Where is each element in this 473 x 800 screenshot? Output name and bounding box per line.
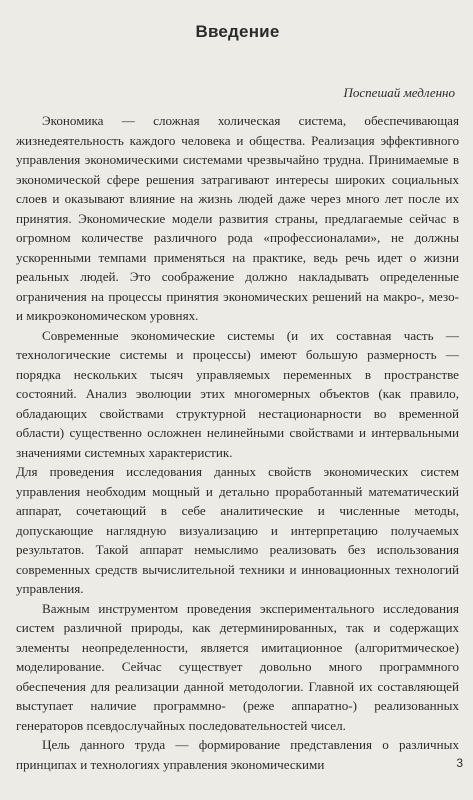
paragraph-3: Для проведения исследования данных свойств экономических систем управления необходим мощный и детально проработанный математический аппарат, сочетающий в себе аналитические и численные методы, допускающие наглядную визуализацию и интерпретацию получаемых результатов. Такой аппарат немыслимо реализовать без использования современных средств вычислительной техники и инновационных технологий управления. — [16, 464, 459, 596]
page-number: 3 — [456, 756, 463, 770]
paragraph-1: Экономика — сложная холическая система, обеспечивающая жизнедеятельность каждого человека и общества. Реализация эффективного управления экономическими системами чрезвычайно трудна. Принимаемые в экономической сфере решения затрагивают интересы широких социальных слоев и оказывают влияние на жизнь людей даже через много лет после их принятия. Экономические модели развития страны, предлагаемые сейчас в огромном количестве различного рода «профессионалами», не должны ускоренными темпами применяться на практике, ведь речь идет о жизни реальных людей. Это соображение должно накладывать определенные ограничения на процессы принятия экономических решений на макро-, мезо- и микроэкономическом уровнях. — [16, 113, 459, 323]
page-title: Введение — [195, 22, 280, 41]
epigraph: Поспешай медленно — [343, 85, 455, 100]
paragraph-5: Цель данного труда — формирование представления о различных принципах и технологиях управления экономическими — [16, 737, 459, 772]
paragraph-4: Важным инструментом проведения экспериментального исследования систем различной природы, как детерминированных, так и содержащих элементы неопределенности, является имитационное (алгоритмическое) моделирование. Сейчас существует довольно много программного обеспечения для реализации данной методологии. Главной их составляющей выступает наличие программно- (реже аппаратно-) реализованных генераторов псевдослучайных последовательностей чисел. — [16, 600, 459, 733]
paragraph-2: Современные экономические системы (и их составная часть — технологические системы и процессы) имеют большую размерность — порядка нескольких тысяч управляемых переменных в пространстве состояний. Анализ эволюции этих многомерных объектов (как правило, обладающих свойствами структурной нестационарности во временной области) существенно осложнен нелинейными свойствами и интервальными значениями системных характеристик. — [16, 327, 459, 460]
